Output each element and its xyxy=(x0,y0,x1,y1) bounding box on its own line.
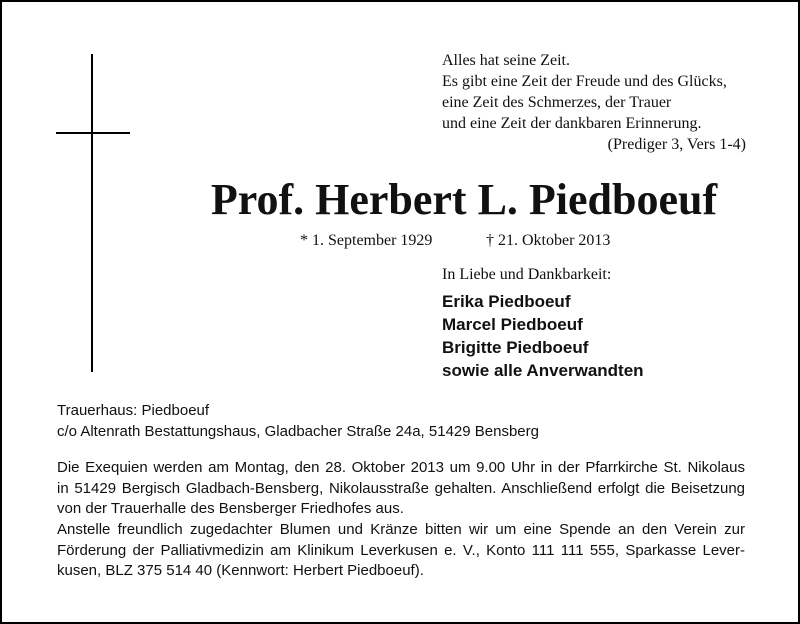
funeral-line: Die Exequien werden am Montag, den 28. Oktober 2013 um 9.00 Uhr in der Pfarrkirche St. Nikolaus xyxy=(57,459,745,476)
mourners-intro: In Liebe und Dankbarkeit: xyxy=(442,266,612,283)
mourner-name: Marcel Piedboeuf xyxy=(442,315,583,334)
mourners-list xyxy=(442,290,644,382)
funeral-line: in 51429 Bergisch Gladbach-Bensberg, Nikolausstraße gehalten. Anschließend erfolgt die Beisetzung xyxy=(57,479,745,497)
deceased-name-text: Prof. Herbert L. Piedboeuf xyxy=(210,175,718,224)
life-dates xyxy=(300,231,610,251)
donation-paragraph xyxy=(57,520,745,582)
cross-icon-horizontal xyxy=(56,132,130,134)
poem-line: eine Zeit des Schmerzes, der Trauer xyxy=(442,94,672,111)
mourner-name: sowie alle Anverwandten xyxy=(442,361,644,380)
funeral-paragraph xyxy=(57,458,745,520)
poem-line: Alles hat seine Zeit. xyxy=(442,52,570,69)
mourning-house-address xyxy=(57,400,539,442)
mourning-house-line: c/o Altenrath Bestattungshaus, Gladbacher Straße 24a, 51429 Bensberg xyxy=(57,423,539,440)
donation-line: Förderung der Palliativmedizin am Klinikum Leverkusen e. V., Konto 111 111 555, Sparkasse Lever- xyxy=(57,541,745,559)
poem-source: (Prediger 3, Vers 1-4) xyxy=(607,136,746,153)
birth-date: * 1. September 1929 xyxy=(300,232,433,249)
death-date: † 21. Oktober 2013 xyxy=(486,232,611,249)
mourner-name: Brigitte Piedboeuf xyxy=(442,338,589,357)
poem-quote xyxy=(442,50,762,155)
donation-line: Anstelle freundlich zugedachter Blumen und Kränze bitten wir um eine Spende an den Verein zur xyxy=(57,521,745,538)
donation-line: kusen, BLZ 375 514 40 (Kennwort: Herbert Piedboeuf). xyxy=(57,562,424,579)
poem-line: Es gibt eine Zeit der Freude und des Glücks, xyxy=(442,73,727,90)
poem-line: und eine Zeit der dankbaren Erinnerung. xyxy=(442,115,702,132)
mourning-house-line: Trauerhaus: Piedboeuf xyxy=(57,402,210,419)
mourner-name: Erika Piedboeuf xyxy=(442,292,571,311)
deceased-name xyxy=(2,174,800,226)
funeral-line: von der Trauerhalle des Bensberger Friedhofes aus. xyxy=(57,500,404,517)
